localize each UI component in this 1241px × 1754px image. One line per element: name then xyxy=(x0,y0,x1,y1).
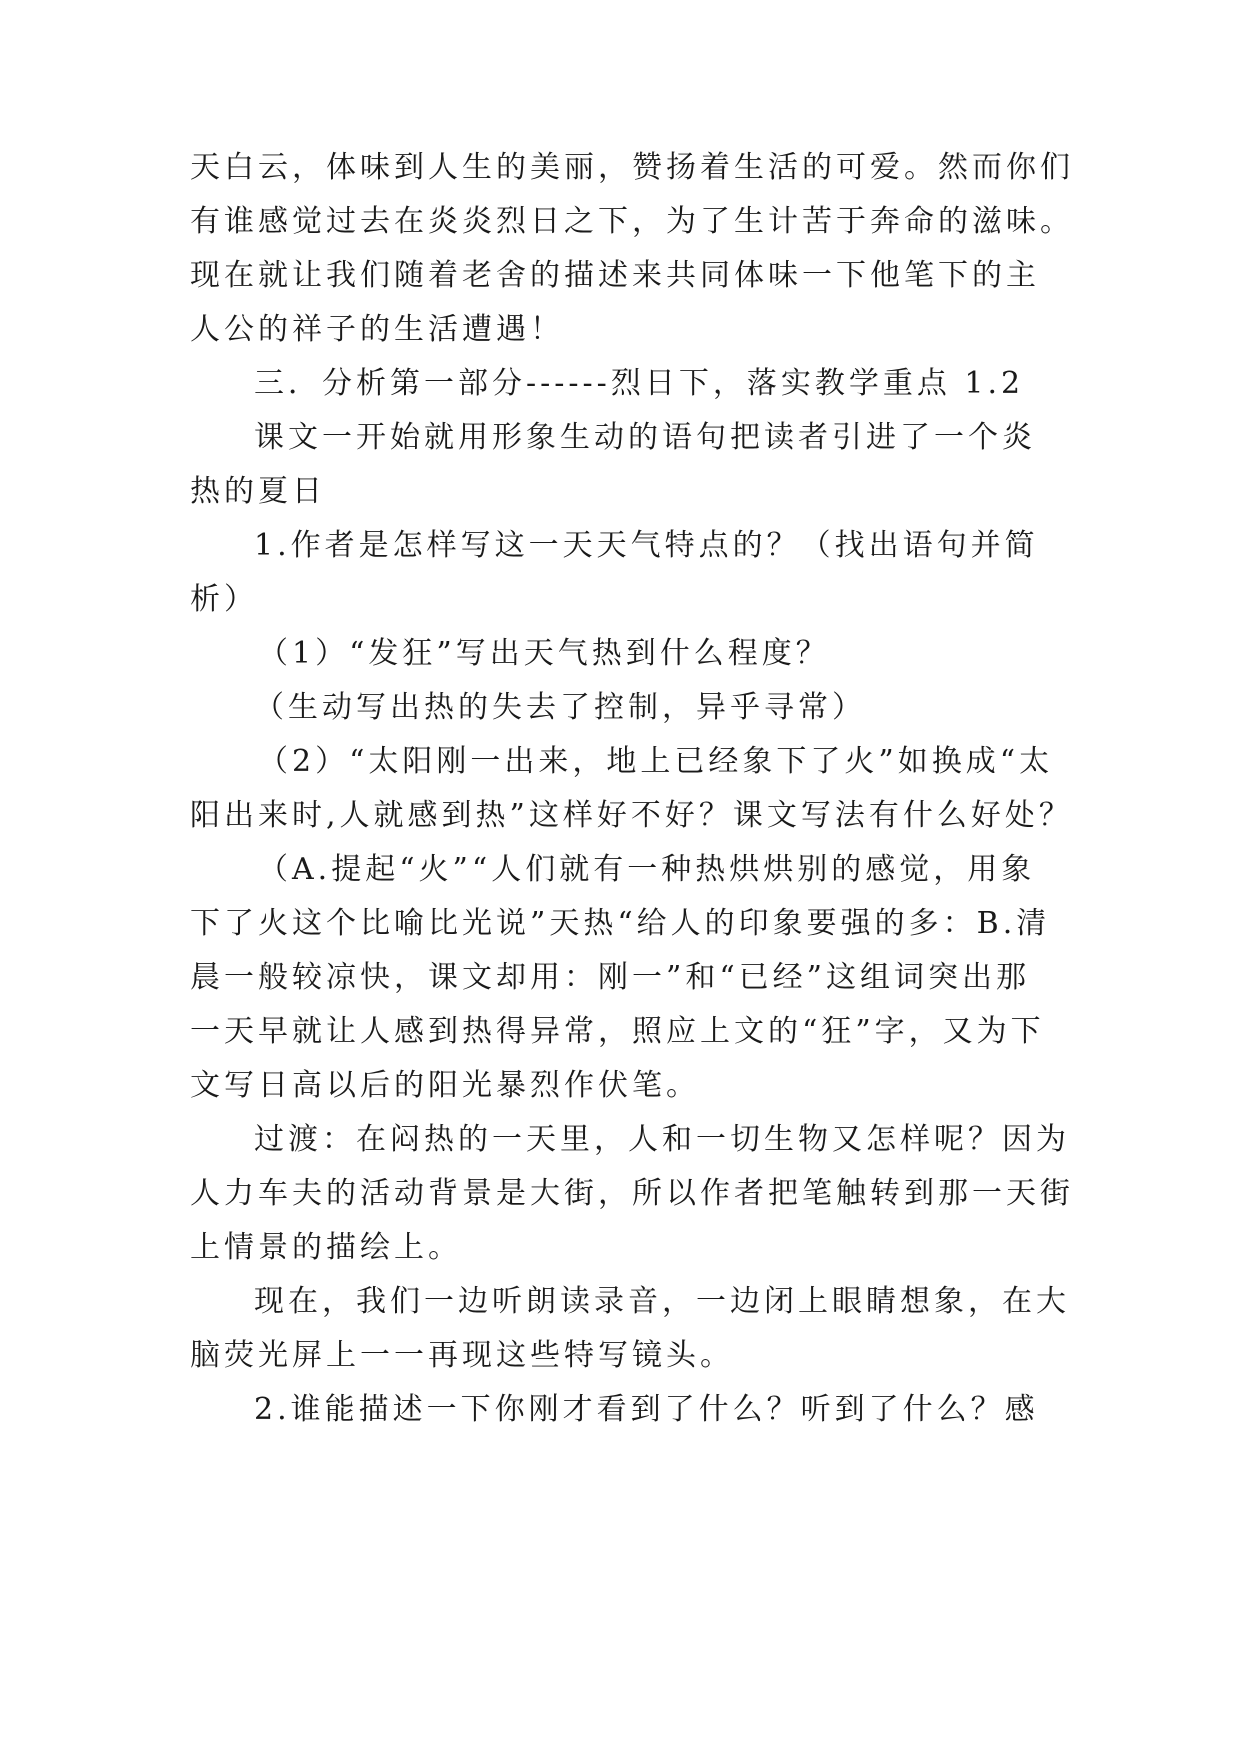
text-line: 一天早就让人感到热得异常，照应上文的“狂”字，又为下 xyxy=(190,1014,1045,1049)
text-line: 阳出来时,人就感到热”这样好不好？课文写法有什么好处？ xyxy=(190,798,1073,833)
answer-line: （A.提起“火”“人们就有一种热烘烘别的感觉，用象 xyxy=(258,852,1036,887)
text-line: 天白云，体味到人生的美丽，赞扬着生活的可爱。然而你们 xyxy=(190,150,1074,185)
text-line: 现在，我们一边听朗读录音，一边闭上眼睛想象，在大 xyxy=(254,1284,1070,1319)
text-line: 人公的祥子的生活遭遇！ xyxy=(190,312,564,347)
answer-line: （生动写出热的失去了控制，异乎寻常） xyxy=(254,690,866,725)
text-line: 析） xyxy=(190,582,258,617)
section-heading: 三．分析第一部分------烈日下，落实教学重点 1.2 xyxy=(254,366,1025,401)
text-line: 有谁感觉过去在炎炎烈日之下，为了生计苦于奔命的滋味。 xyxy=(190,204,1074,239)
text-line: 上情景的描绘上。 xyxy=(190,1230,462,1265)
sub-question-line: （1）“发狂”写出天气热到什么程度？ xyxy=(258,636,830,671)
text-line: 晨一般较凉快，课文却用：刚一”和“已经”这组词突出那 xyxy=(190,960,1031,995)
text-line: 下了火这个比喻比光说”天热“给人的印象要强的多：B.清 xyxy=(190,906,1051,941)
text-line: 热的夏日 xyxy=(190,474,326,509)
question-line: 1.作者是怎样写这一天天气特点的？（找出语句并简 xyxy=(254,528,1039,563)
question-line: 2.谁能描述一下你刚才看到了什么？听到了什么？感 xyxy=(254,1392,1039,1427)
text-line: 脑荧光屏上一一再现这些特写镜头。 xyxy=(190,1338,734,1373)
text-line: 人力车夫的活动背景是大街，所以作者把笔触转到那一天街 xyxy=(190,1176,1074,1211)
text-line: 文写日高以后的阳光暴烈作伏笔。 xyxy=(190,1068,700,1103)
text-line: 课文一开始就用形象生动的语句把读者引进了一个炎 xyxy=(254,420,1036,455)
sub-question-line: （2）“太阳刚一出来，地上已经象下了火”如换成“太 xyxy=(258,744,1054,779)
text-line: 现在就让我们随着老舍的描述来共同体味一下他笔下的主 xyxy=(190,258,1040,293)
transition-line: 过渡：在闷热的一天里，人和一切生物又怎样呢？因为 xyxy=(254,1122,1070,1157)
